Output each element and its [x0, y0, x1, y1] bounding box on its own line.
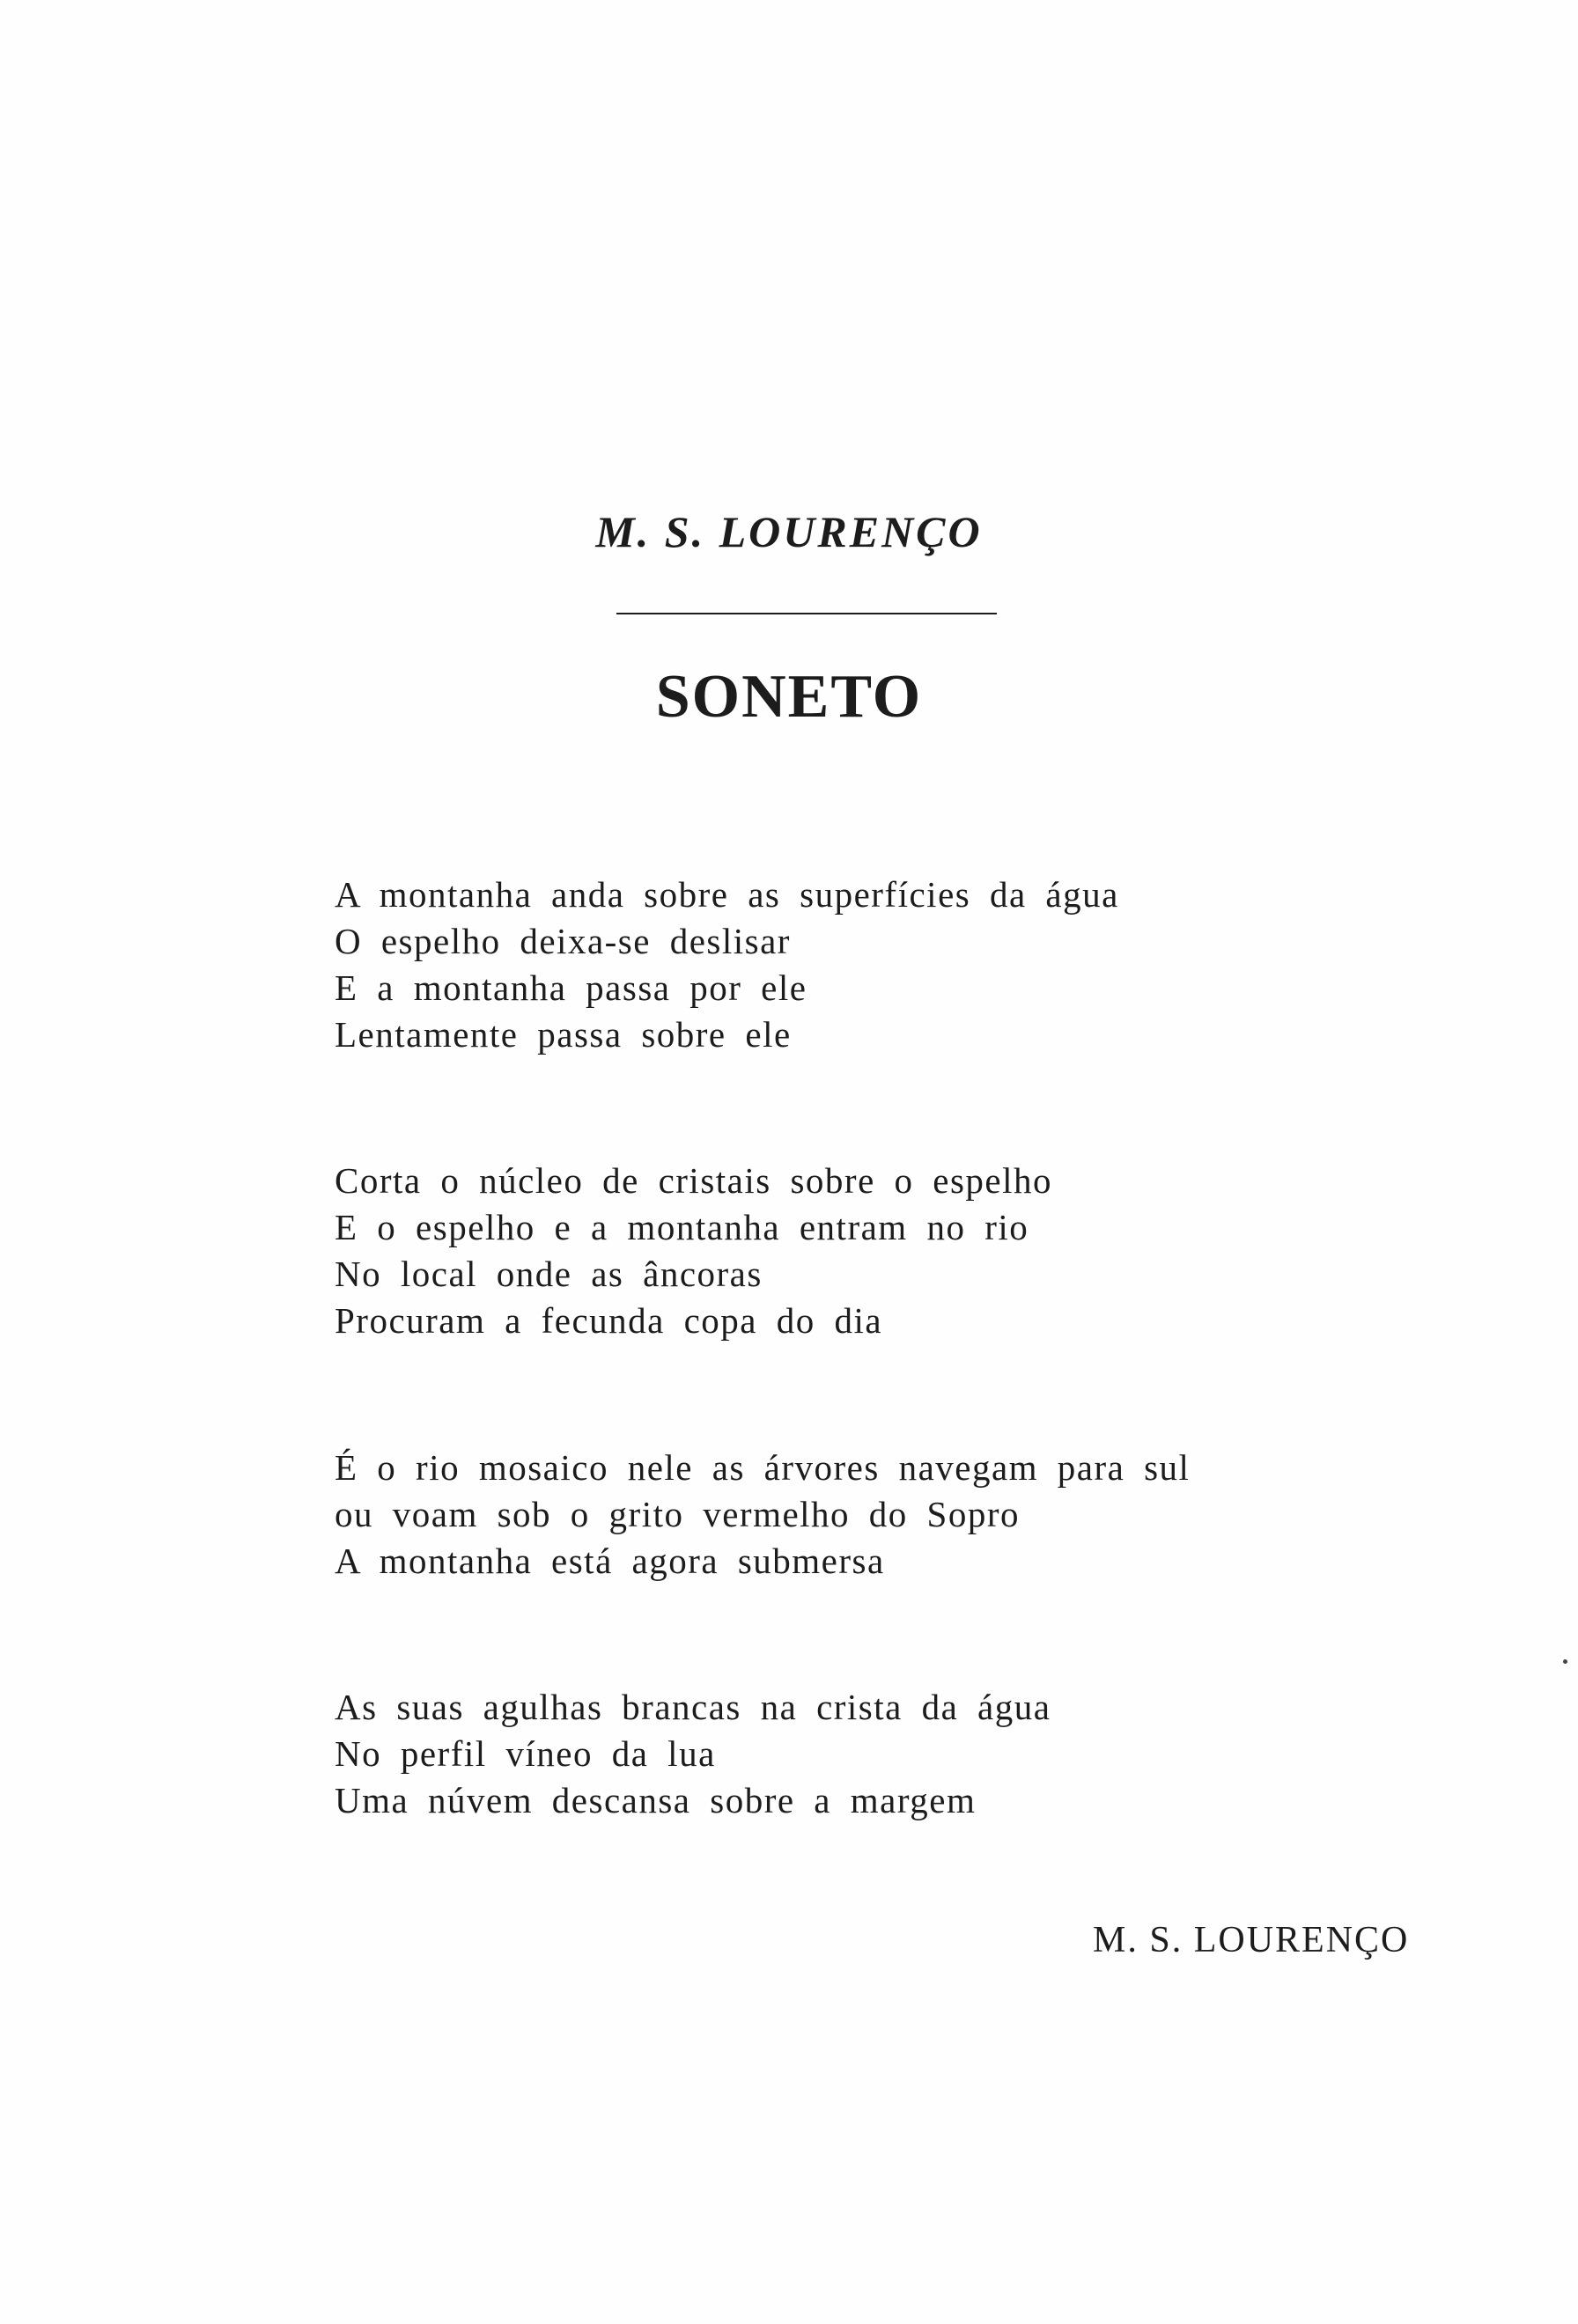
poem-line: Uma núvem descansa sobre a margem	[335, 1780, 977, 1820]
poem-line: Procuram a fecunda copa do dia	[335, 1300, 883, 1341]
ink-speck	[1563, 1659, 1567, 1664]
author-signature: M. S. LOURENÇO	[1093, 1920, 1410, 1960]
poem-line: A montanha anda sobre as superfícies da água	[335, 874, 1119, 915]
poem-line: No local onde as âncoras	[335, 1254, 763, 1294]
poem-line: No perfil víneo da lua	[335, 1733, 716, 1774]
poem-line: ou voam sob o grito vermelho do Sopro	[335, 1494, 1021, 1534]
poem-line: As suas agulhas brancas na crista da água	[335, 1687, 1051, 1727]
stanza-4	[335, 1684, 1051, 1824]
poem-title: SONETO	[655, 663, 923, 731]
poem-line: Lentamente passa sobre ele	[335, 1014, 792, 1055]
poem-line: E o espelho e a montanha entram no rio	[335, 1207, 1029, 1247]
poem-line: O espelho deixa-se deslisar	[335, 921, 791, 961]
stanza-3	[335, 1445, 1190, 1585]
title-divider	[616, 613, 997, 614]
poem-line: É o rio mosaico nele as árvores navegam para sul	[335, 1447, 1191, 1488]
poem-line: E a montanha passa por ele	[335, 967, 807, 1008]
stanza-2	[335, 1158, 1052, 1344]
author-header: M. S. LOURENÇO	[595, 507, 983, 556]
stanza-1	[335, 872, 1119, 1058]
poem-line: Corta o núcleo de cristais sobre o espelho	[335, 1160, 1053, 1201]
poem-line: A montanha está agora submersa	[335, 1541, 885, 1581]
